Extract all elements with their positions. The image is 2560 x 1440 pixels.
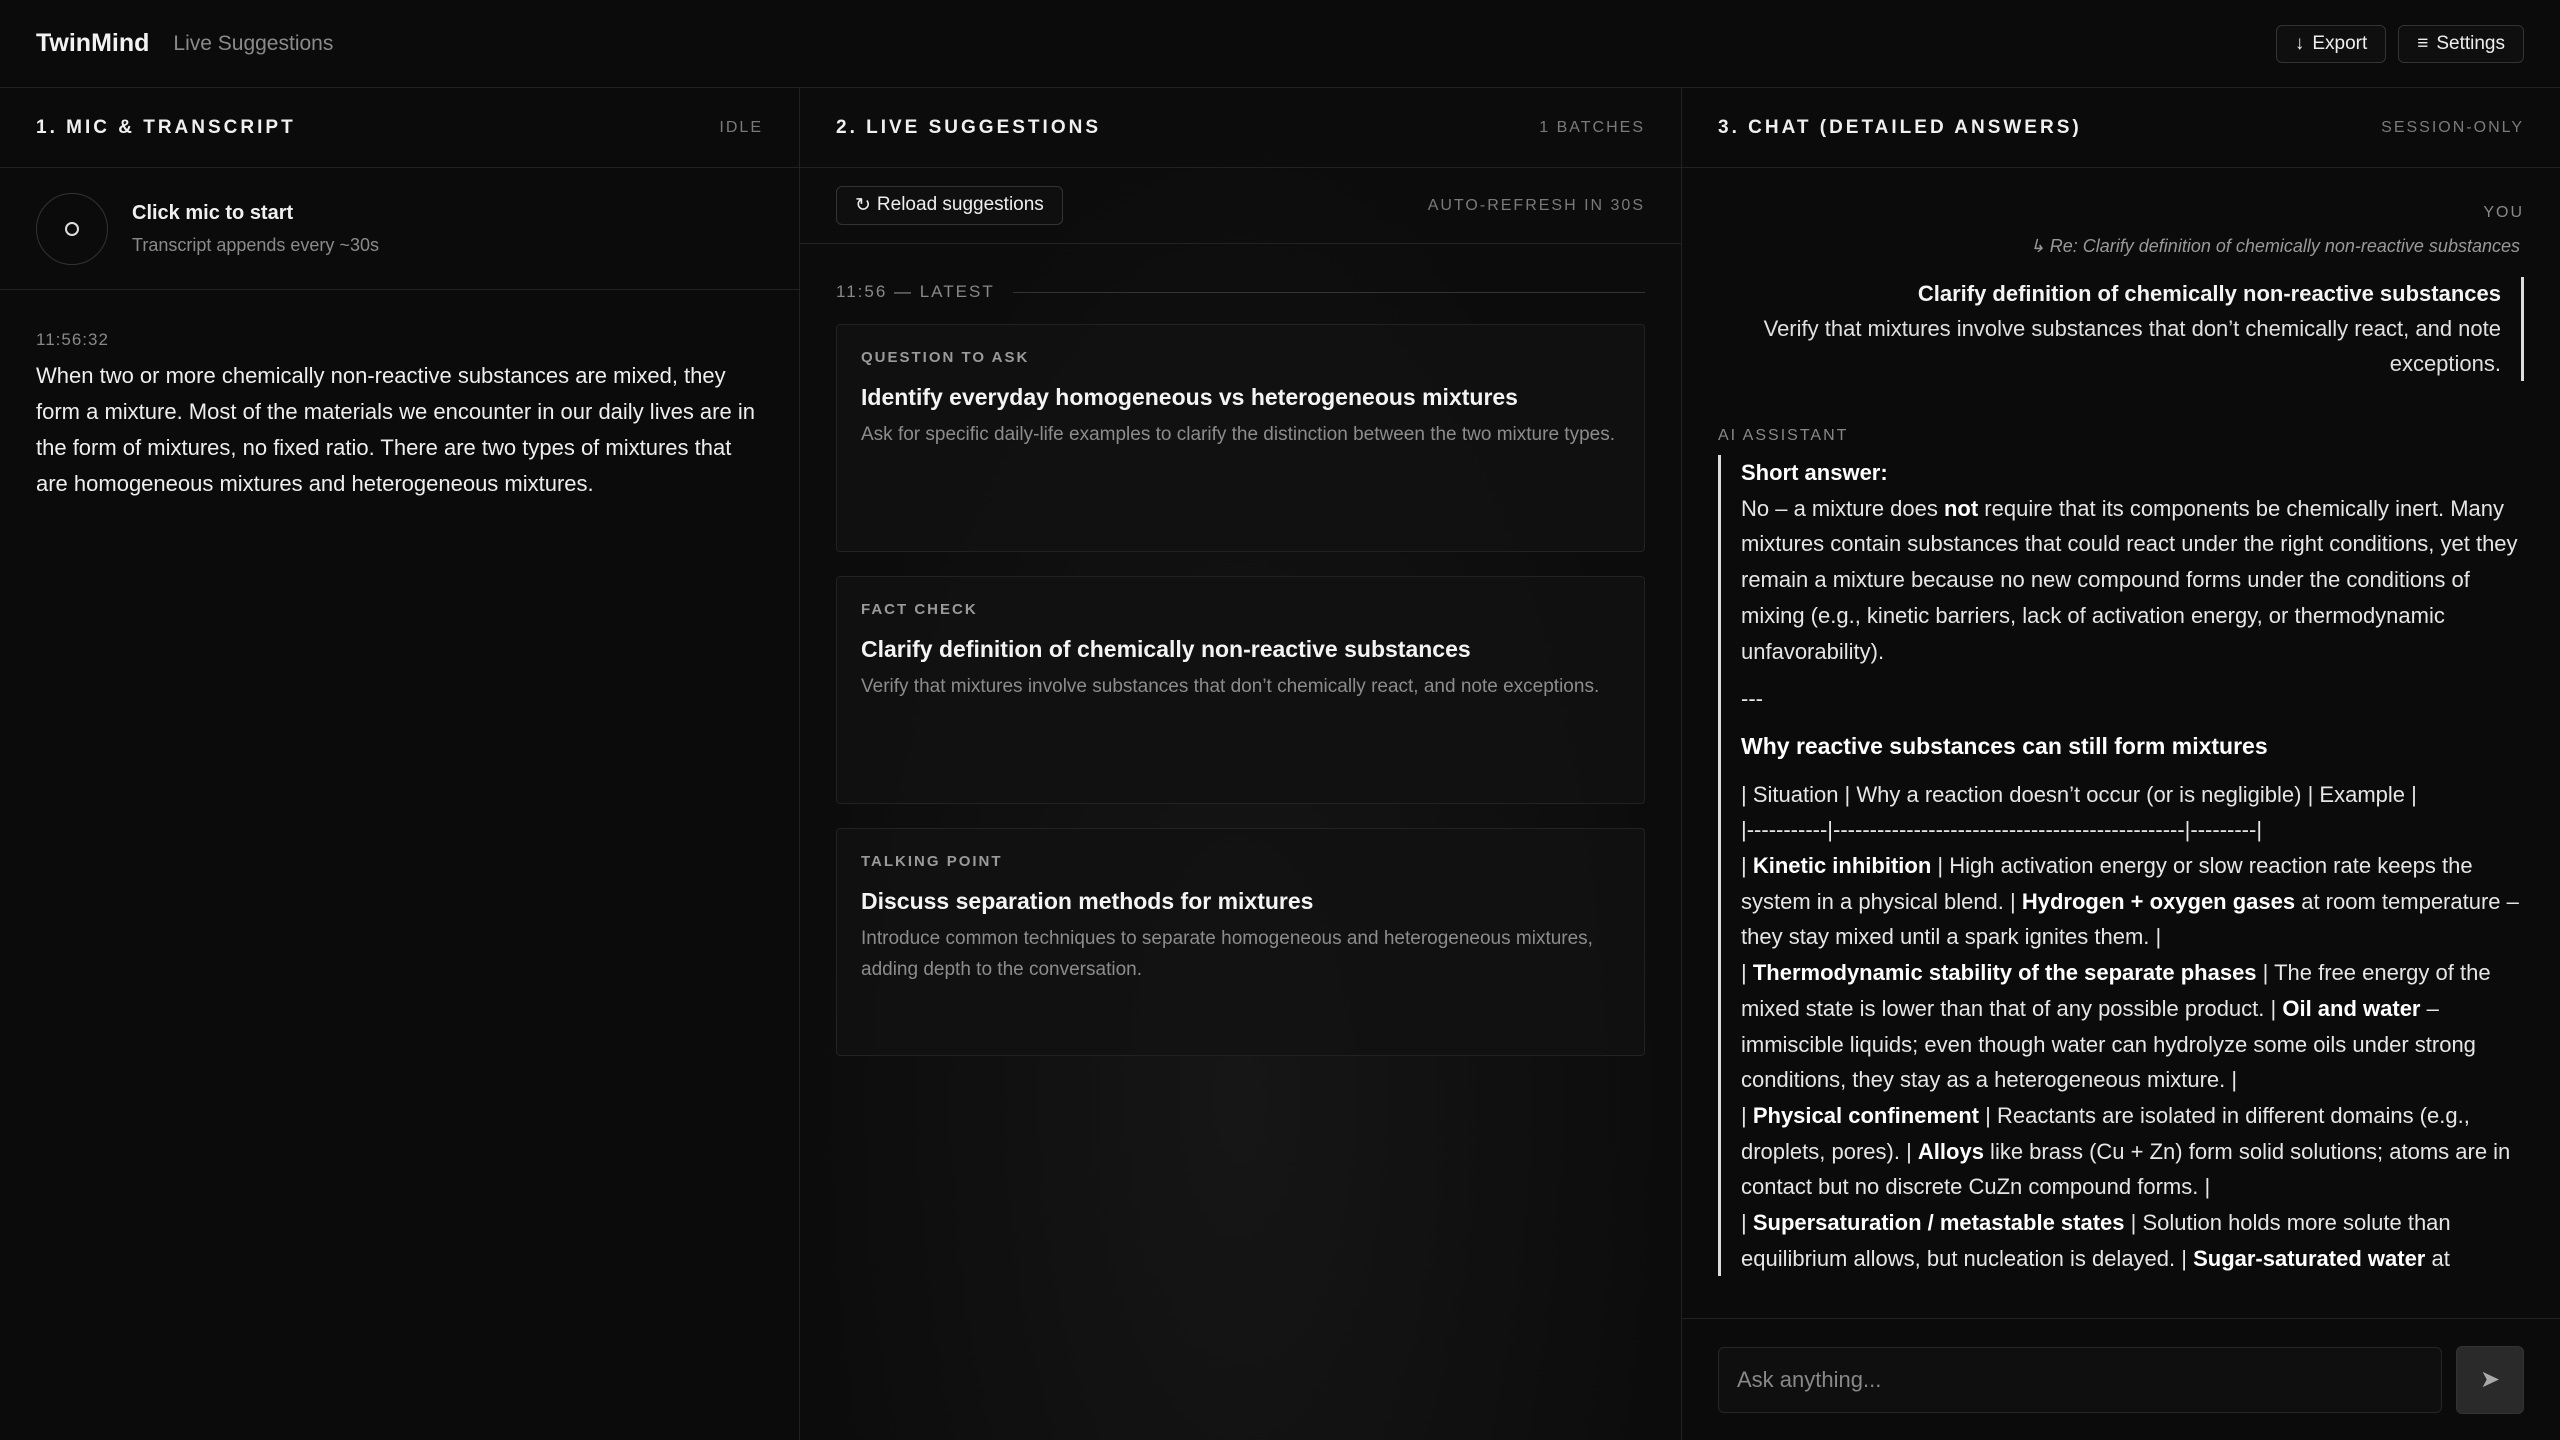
row-example-detail: at: [2425, 1245, 2450, 1271]
settings-button[interactable]: [2398, 25, 2524, 63]
row-example: Oil and water: [2282, 995, 2421, 1021]
table-row: | Thermodynamic stability of the separate phases | The free energy of the mixed state is lower than that of any possible product. | Oil and water – immiscible liquids; even though water can hydrolyze some oils under strong conditions, they stay as a heterogeneous mixture. |: [1741, 960, 2491, 1093]
app-logo: TwinMind: [36, 29, 150, 57]
row-reason: | High activation energy or slow reaction rate keeps the system in a physical blend. |: [1741, 853, 2473, 914]
chat-scope: SESSION-ONLY: [2381, 118, 2524, 136]
reload-suggestions-button[interactable]: [836, 186, 1063, 225]
suggestions-column: [800, 88, 1682, 1440]
row-reason: | Solution holds more solute than equilibrium allows, but nucleation is delayed. |: [1741, 1210, 2451, 1271]
suggestion-card[interactable]: [836, 828, 1645, 1056]
you-label: YOU: [2483, 204, 2524, 221]
transcript-column: [0, 88, 800, 1440]
ai-assistant-label: AI ASSISTANT: [1718, 427, 1849, 444]
settings-label: Settings: [2436, 32, 2505, 54]
suggestion-body: Verify that mixtures involve substances that don’t chemically react, and note exceptions.: [861, 676, 1600, 697]
table-row: | Supersaturation / metastable states | Solution holds more solute than equilibrium allows, but nucleation is delayed. | Sugar-saturated water at: [1741, 1210, 2451, 1271]
table-row: | Physical confinement | Reactants are isolated in different domains (e.g., droplets, pores). | Alloys like brass (Cu + Zn) form solid solutions; atoms are in contact but no discrete CuZn compound forms. |: [1741, 1102, 2511, 1200]
mic-status: IDLE: [719, 118, 763, 136]
row-example-detail: like brass (Cu + Zn) form solid solutions; atoms are in contact but no discrete CuZn compound forms. |: [1741, 1138, 2511, 1200]
batch-divider: [836, 282, 1645, 302]
row-situation: Physical confinement: [1752, 1102, 1980, 1128]
short-answer-text: [1741, 491, 2524, 670]
mic-icon: [65, 222, 79, 236]
transcript-title: 1. MIC & TRANSCRIPT: [36, 116, 296, 138]
export-button[interactable]: [2276, 25, 2386, 63]
mic-instructions: [132, 202, 379, 256]
mic-control: [0, 168, 799, 290]
row-example: Sugar-saturated water: [2193, 1245, 2426, 1271]
chat-title: 3. CHAT (DETAILED ANSWERS): [1718, 116, 2082, 138]
short-answer-label: Short answer:: [1741, 460, 1888, 485]
app-subtitle: Live Suggestions: [173, 31, 334, 55]
transcript-entry: [36, 330, 763, 502]
transcript-text: When two or more chemically non-reactive substances are mixed, they form a mixture. Most of the materials we encounter in our daily lives are in the form of mixtures, no fixed ratio. There are two types of mixtures that are homogeneous mixtures and heterogeneous mixtures.: [36, 363, 755, 496]
suggestion-body: Introduce common techniques to separate homogeneous and heterogeneous mixtures, adding depth to the conversation.: [861, 928, 1593, 980]
row-example-detail: at room temperature – they stay mixed until a spark ignites them. |: [1741, 888, 2519, 950]
table-row: | Kinetic inhibition | High activation energy or slow reaction rate keeps the system in a physical blend. | Hydrogen + oxygen gases at room temperature – they stay mixed until a spark ignites them. |: [1741, 853, 2519, 950]
suggestions-header: [800, 88, 1681, 168]
mic-subtitle: Transcript appends every ~30s: [132, 234, 379, 255]
chat-input-bar: [1682, 1318, 2560, 1440]
section-heading: Why reactive substances can still form mixtures: [1741, 732, 2268, 759]
user-message-body: Verify that mixtures involve substances that don’t chemically react, and note exceptions.: [1763, 316, 2501, 376]
chat-thread[interactable]: [1682, 168, 2560, 1318]
send-icon: ➤: [2479, 1366, 2501, 1393]
transcript-list: [0, 290, 799, 542]
row-situation: Thermodynamic stability of the separate phases: [1752, 960, 2257, 986]
divider-line: [1013, 292, 1645, 293]
row-example: Alloys: [1917, 1138, 1984, 1164]
suggestion-title: Discuss separation methods for mixtures: [861, 888, 1314, 914]
table-header-row: | Situation | Why a reaction doesn’t occur (or is negligible) | Example |: [1741, 781, 2417, 807]
mic-title: Click mic to start: [132, 201, 294, 224]
chat-column: [1682, 88, 2560, 1440]
suggestion-card[interactable]: [836, 576, 1645, 804]
suggestion-kind: FACT CHECK: [861, 601, 978, 618]
row-situation: Kinetic inhibition: [1752, 853, 1932, 879]
user-message: [1718, 277, 2524, 381]
suggestion-kind: QUESTION TO ASK: [861, 349, 1030, 366]
suggestion-body: Ask for specific daily-life examples to clarify the distinction between the two mixture types.: [861, 424, 1615, 445]
export-label: Export: [2312, 32, 2368, 54]
menu-icon: ≡: [2417, 32, 2429, 54]
row-example: Hydrogen + oxygen gases: [2021, 888, 2296, 914]
transcript-header: [0, 88, 799, 168]
suggestion-title: Identify everyday homogeneous vs heterogeneous mixtures: [861, 384, 1518, 410]
answer-text: require that its components be chemically inert. Many mixtures contain substances that could react under the right conditions, yet they remain a mixture because no new compound forms under the conditions of mixing (e.g., kinetic barriers, lack of activation energy, or thermodynamic unfavorability).: [1741, 495, 2518, 664]
reload-label: Reload suggestions: [876, 194, 1044, 215]
user-message-title: Clarify definition of chemically non-reactive substances: [1917, 281, 2501, 306]
reply-reference: ↳ Re: Clarify definition of chemically non-reactive substances: [2029, 236, 2520, 256]
suggestions-title: 2. LIVE SUGGESTIONS: [836, 116, 1101, 138]
separator: ---: [1741, 686, 1763, 712]
reload-row: [800, 168, 1681, 244]
batch-label: 11:56 — LATEST: [836, 282, 995, 301]
table-divider-row: |-----------|------------------------------------------------|---------|: [1741, 817, 2263, 843]
top-actions: [2276, 25, 2524, 63]
answer-text: No – a mixture does: [1741, 495, 1944, 521]
row-reason: | The free energy of the mixed state is lower than that of any possible product. |: [1741, 960, 2491, 1021]
send-button[interactable]: [2456, 1346, 2524, 1414]
auto-refresh-countdown: AUTO-REFRESH IN 30S: [1427, 196, 1645, 214]
row-reason: | Reactants are isolated in different domains (e.g., droplets, pores). |: [1741, 1102, 2470, 1164]
suggestion-kind: TALKING POINT: [861, 853, 1003, 870]
mic-button[interactable]: [36, 193, 108, 265]
chat-header: [1682, 88, 2560, 168]
batch-count: 1 BATCHES: [1539, 118, 1645, 136]
row-situation: Supersaturation / metastable states: [1752, 1210, 2125, 1236]
chat-input[interactable]: [1718, 1347, 2442, 1413]
top-bar: [0, 0, 2560, 88]
transcript-timestamp: 11:56:32: [36, 330, 109, 349]
download-icon: ↓: [2294, 32, 2305, 54]
refresh-icon: ↻: [855, 195, 871, 216]
suggestion-title: Clarify definition of chemically non-reactive substances: [861, 636, 1471, 662]
answer-emphasis: not: [1943, 495, 1979, 521]
row-example-detail: – immiscible liquids; even though water can hydrolyze some oils under strong conditions, they stay as a heterogeneous mixture. |: [1741, 995, 2476, 1093]
assistant-message: [1718, 455, 2524, 1276]
suggestion-card[interactable]: [836, 324, 1645, 552]
